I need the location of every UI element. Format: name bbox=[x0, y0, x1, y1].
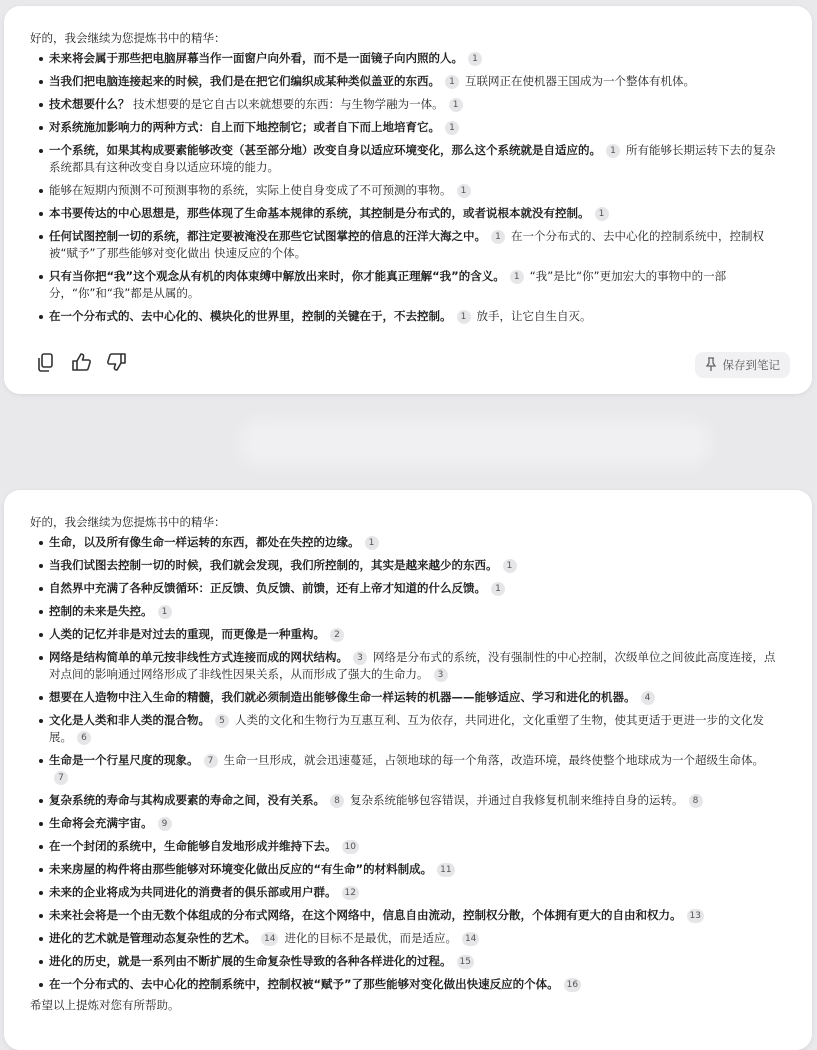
list-item: 生命，以及所有像生命一样运转的东西，都处在失控的边缘。 1 bbox=[30, 534, 786, 551]
list-item: 技术想要什么？ 技术想要的是它自古以来就想要的东西：与生物学融为一体。 1 bbox=[30, 96, 786, 113]
list-item: 复杂系统的寿命与其构成要素的寿命之间，没有关系。 8 复杂系统能够包容错误，并通过自我修复机制来维持自身的运转。 8 bbox=[30, 792, 786, 809]
list-item: 当我们试图去控制一切的时候，我们就会发现，我们所控制的，其实是越来越少的东西。 1 bbox=[30, 557, 786, 574]
response-intro: 好的，我会继续为您提炼书中的精华： bbox=[30, 31, 226, 45]
citation-badge[interactable]: 12 bbox=[342, 886, 359, 900]
save-to-notes-button[interactable] bbox=[695, 352, 791, 378]
citation-badge[interactable]: 1 bbox=[365, 536, 379, 550]
citation-badge[interactable]: 1 bbox=[606, 144, 620, 158]
list-item: 在一个分布式的、去中心化的控制系统中，控制权被“赋予”了那些能够对变化做出快速反应的个体。 16 bbox=[30, 976, 786, 993]
list-item: 文化是人类和非人类的混合物。 5 人类的文化和生物行为互惠互利、互为依存，共同进化，文化重塑了生物，使其更适于更进一步的文化发展。 6 bbox=[30, 712, 786, 746]
citation-badge[interactable]: 1 bbox=[449, 98, 463, 112]
citation-badge[interactable]: 7 bbox=[204, 754, 218, 768]
citation-badge[interactable]: 4 bbox=[641, 691, 655, 705]
citation-badge[interactable]: 3 bbox=[353, 651, 367, 665]
list-item: 想要在人造物中注入生命的精髓，我们就必须制造出能够像生命一样运转的机器——能够适应、学习和进化的机器。 4 bbox=[30, 689, 786, 706]
citation-badge[interactable]: 1 bbox=[510, 270, 524, 284]
pin-icon bbox=[705, 357, 717, 374]
citation-badge[interactable]: 1 bbox=[503, 559, 517, 573]
citation-badge[interactable]: 1 bbox=[445, 121, 459, 135]
citation-badge[interactable]: 13 bbox=[687, 909, 704, 923]
response-intro: 好的，我会继续为您提炼书中的精华： bbox=[30, 515, 226, 529]
summary-list bbox=[30, 534, 786, 993]
citation-badge[interactable]: 11 bbox=[437, 863, 454, 877]
citation-badge[interactable]: 1 bbox=[457, 184, 471, 198]
list-item: 人类的记忆并非是对过去的重现，而更像是一种重构。 2 bbox=[30, 626, 786, 643]
list-item: 未来将会属于那些把电脑屏幕当作一面窗户向外看，而不是一面镜子向内照的人。 1 bbox=[30, 50, 786, 67]
citation-badge[interactable]: 1 bbox=[468, 52, 482, 66]
list-item: 在一个封闭的系统中，生命能够自发地形成并维持下去。 10 bbox=[30, 838, 786, 855]
list-item: 任何试图控制一切的系统，都注定要被淹没在那些它试图掌控的信息的汪洋大海之中。 1 在一个分布式的、去中心化的控制系统中，控制权被“赋予”了那些能够对变化做出 快速反应的个体。 bbox=[30, 228, 786, 262]
save-to-notes-label: 保存到笔记 bbox=[722, 358, 780, 372]
summary-list bbox=[30, 50, 786, 325]
citation-badge[interactable]: 1 bbox=[445, 75, 459, 89]
list-item: 控制的未来是失控。 1 bbox=[30, 603, 786, 620]
thumbs-down-icon[interactable] bbox=[106, 351, 132, 377]
citation-badge[interactable]: 1 bbox=[491, 582, 505, 596]
list-item: 在一个分布式的、去中心化的、模块化的世界里，控制的关键在于，不去控制。 1 放手，让它自生自灭。 bbox=[30, 308, 786, 325]
list-item: 只有当你把“我”这个观念从有机的肉体束缚中解放出来时，你才能真正理解“我”的含义。 1 “我”是比“你”更加宏大的事物中的一部分，“你”和“我”都是从属的。 bbox=[30, 268, 786, 302]
citation-badge[interactable]: 1 bbox=[457, 310, 471, 324]
citation-badge[interactable]: 1 bbox=[158, 605, 172, 619]
list-item: 未来的企业将成为共同进化的消费者的俱乐部或用户群。 12 bbox=[30, 884, 786, 901]
citation-badge[interactable]: 6 bbox=[77, 731, 91, 745]
list-item: 进化的历史，就是一系列由不断扩展的生命复杂性导致的各种各样进化的过程。 15 bbox=[30, 953, 786, 970]
response-card-1 bbox=[4, 6, 812, 394]
citation-badge[interactable]: 1 bbox=[491, 230, 505, 244]
blurred-input-area bbox=[240, 420, 710, 466]
list-item: 进化的艺术就是管理动态复杂性的艺术。 14 进化的目标不是最优，而是适应。 14 bbox=[30, 930, 786, 947]
response-actions bbox=[30, 351, 790, 379]
list-item: 自然界中充满了各种反馈循环：正反馈、负反馈、前馈，还有上帝才知道的什么反馈。 1 bbox=[30, 580, 786, 597]
citation-badge[interactable]: 10 bbox=[342, 840, 359, 854]
response-outro: 希望以上提炼对您有所帮助。 bbox=[30, 998, 180, 1012]
thumbs-up-icon[interactable] bbox=[70, 351, 96, 377]
list-item: 当我们把电脑连接起来的时候，我们是在把它们编织成某种类似盖亚的东西。 1 互联网正在使机器王国成为一个整体有机体。 bbox=[30, 73, 786, 90]
list-item: 对系统施加影响力的两种方式：自上而下地控制它；或者自下而上地培育它。 1 bbox=[30, 119, 786, 136]
citation-badge[interactable]: 8 bbox=[689, 794, 703, 808]
list-item: 一个系统，如果其构成要素能够改变（甚至部分地）改变自身以适应环境变化，那么这个系统就是自适应的。 1 所有能够长期运转下去的复杂系统都具有这种改变自身以适应环境的能力。 bbox=[30, 142, 786, 176]
list-item: 能够在短期内预测不可预测事物的系统，实际上使自身变成了不可预测的事物。 1 bbox=[30, 182, 786, 199]
response-card-2 bbox=[4, 490, 812, 1050]
citation-badge[interactable]: 1 bbox=[595, 207, 609, 221]
citation-badge[interactable]: 8 bbox=[330, 794, 344, 808]
citation-badge[interactable]: 15 bbox=[457, 955, 474, 969]
list-item: 未来社会将是一个由无数个体组成的分布式网络，在这个网络中，信息自由流动，控制权分散，个体拥有更大的自由和权力。 13 bbox=[30, 907, 786, 924]
list-item: 未来房屋的构件将由那些能够对环境变化做出反应的“有生命”的材料制成。 11 bbox=[30, 861, 786, 878]
citation-badge[interactable]: 14 bbox=[261, 932, 278, 946]
citation-badge[interactable]: 3 bbox=[434, 668, 448, 682]
list-item: 本书要传达的中心思想是，那些体现了生命基本规律的系统，其控制是分布式的，或者说根本就没有控制。 1 bbox=[30, 205, 786, 222]
list-item: 网络是结构简单的单元按非线性方式连接而成的网状结构。 3 网络是分布式的系统，没有强制性的中心控制，次级单位之间彼此高度连接，点对点间的影响通过网络形成了非线性因果关系，从而形成了强大的生命力。 3 bbox=[30, 649, 786, 683]
copy-icon[interactable] bbox=[36, 351, 62, 377]
citation-badge[interactable]: 9 bbox=[158, 817, 172, 831]
citation-badge[interactable]: 7 bbox=[54, 771, 68, 785]
list-item: 生命是一个行星尺度的现象。 7 生命一旦形成，就会迅速蔓延，占领地球的每一个角落，改造环境，最终使整个地球成为一个超级生命体。7 bbox=[30, 752, 786, 786]
list-item: 生命将会充满宇宙。 9 bbox=[30, 815, 786, 832]
citation-badge[interactable]: 16 bbox=[564, 978, 581, 992]
citation-badge[interactable]: 5 bbox=[215, 714, 229, 728]
citation-badge[interactable]: 14 bbox=[462, 932, 479, 946]
citation-badge[interactable]: 2 bbox=[330, 628, 344, 642]
